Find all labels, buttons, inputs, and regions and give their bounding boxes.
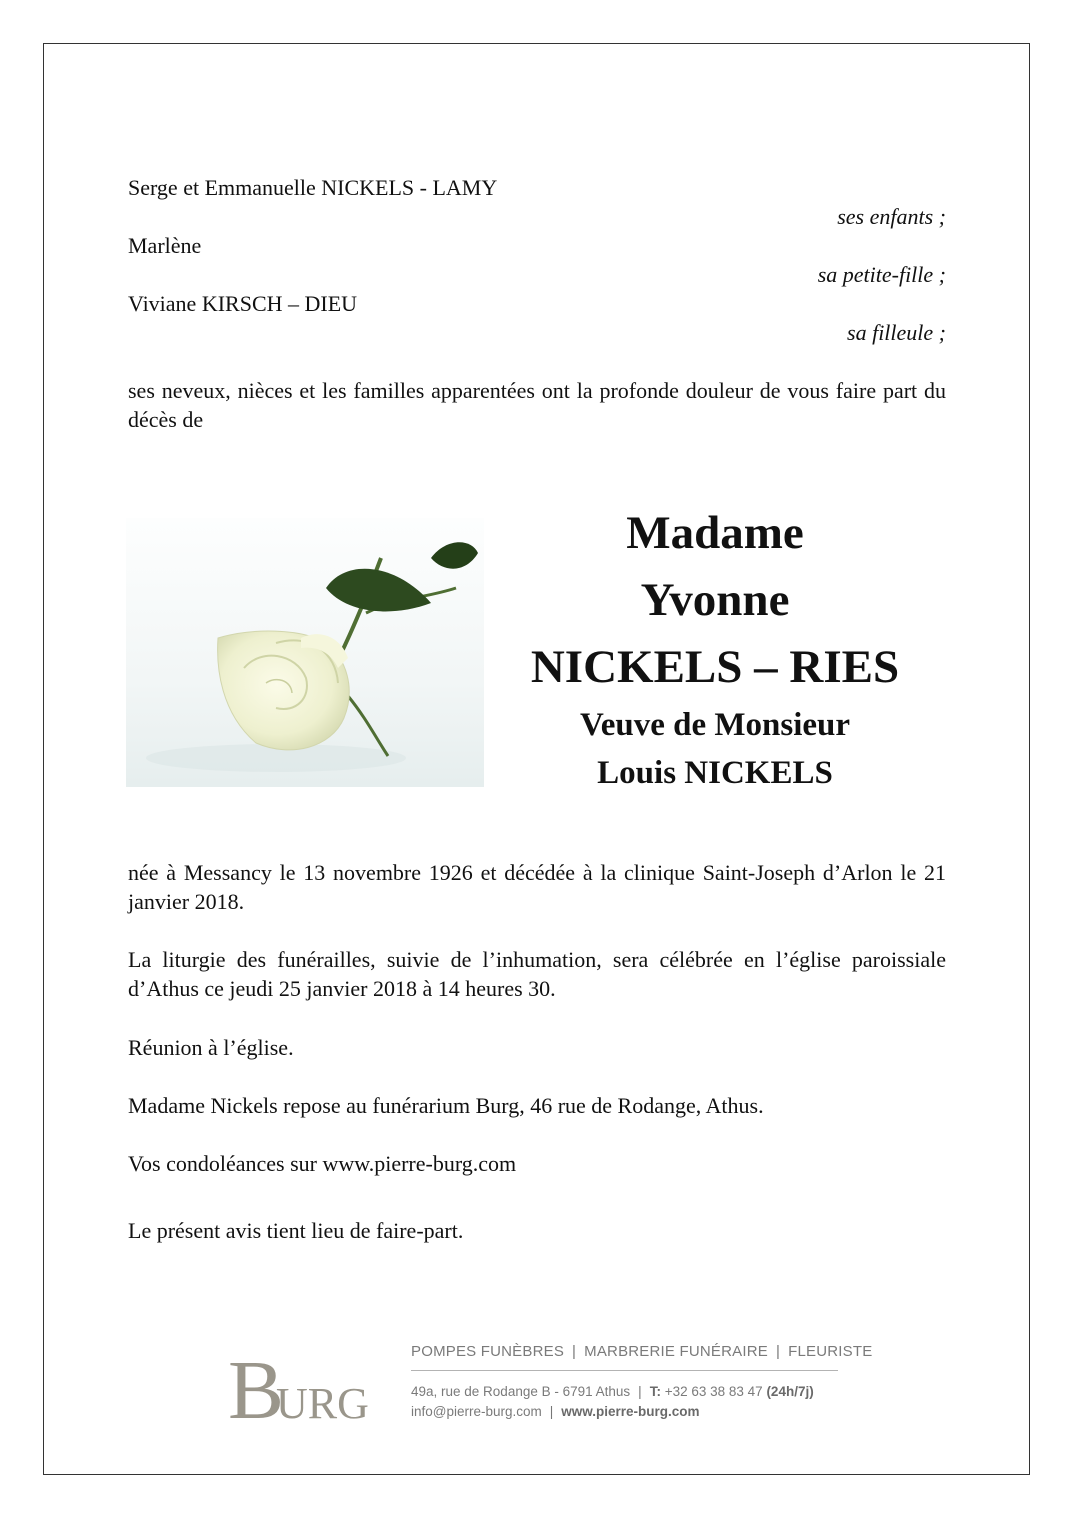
- footer-phone-label: T:: [649, 1384, 661, 1399]
- white-rose-image: [126, 518, 484, 787]
- deceased-name-block: [500, 500, 930, 797]
- granddaughter-name: Marlène: [128, 233, 202, 258]
- meeting-paragraph: Réunion à l’église.: [128, 1035, 294, 1060]
- logo-letter-b: B: [228, 1344, 285, 1424]
- burg-logo: [228, 1344, 378, 1424]
- footer-phone: +32 63 38 83 47: [664, 1384, 763, 1399]
- logo-letters-urg: URG: [276, 1379, 369, 1424]
- footer-divider: [411, 1370, 838, 1371]
- children-role: ses enfants ;: [837, 204, 946, 229]
- deceased-title: Madame: [626, 507, 804, 559]
- service-florist: FLEURISTE: [788, 1343, 873, 1360]
- deceased-first-name: Yvonne: [640, 574, 790, 626]
- service-marble: MARBRERIE FUNÉRAIRE: [584, 1343, 768, 1360]
- goddaughter-role: sa filleule ;: [847, 320, 946, 345]
- footer-phone-hours: (24h/7j): [766, 1384, 814, 1399]
- liturgy-paragraph: La liturgie des funérailles, suivie de l’inhumation, sera célébrée en l’église paroissiale d’Athus ce jeudi 25 janvier 2018 à 14 heures 30.: [128, 947, 946, 1001]
- footer-contact-line: info@pierre-burg.com | www.pierre-burg.com: [411, 1404, 700, 1419]
- footer-email[interactable]: info@pierre-burg.com: [411, 1404, 542, 1419]
- birth-death-paragraph: née à Messancy le 13 novembre 1926 et décédée à la clinique Saint-Joseph d’Arlon le 21 janvier 2018.: [128, 860, 946, 914]
- footer-services: POMPES FUNÈBRES | MARBRERIE FUNÉRAIRE | FLEURISTE: [411, 1343, 873, 1360]
- footer-address: 49a, rue de Rodange B - 6791 Athus: [411, 1384, 631, 1399]
- service-funeral: POMPES FUNÈBRES: [411, 1343, 565, 1360]
- condolences-paragraph: Vos condoléances sur www.pierre-burg.com: [128, 1151, 517, 1176]
- husband-name: Louis NICKELS: [597, 755, 833, 791]
- granddaughter-role: sa petite-fille ;: [817, 262, 946, 287]
- repose-paragraph: Madame Nickels repose au funérarium Burg, 46 rue de Rodange, Athus.: [128, 1093, 764, 1118]
- intro-paragraph: ses neveux, nièces et les familles apparentées ont la profonde douleur de vous faire part du décès de: [128, 378, 946, 432]
- footer-website[interactable]: www.pierre-burg.com: [561, 1404, 700, 1419]
- deceased-surname: NICKELS – RIES: [530, 641, 900, 693]
- footer-address-line: 49a, rue de Rodange B - 6791 Athus | T: +32 63 38 83 47 (24h/7j): [411, 1384, 814, 1399]
- notice-paragraph: Le présent avis tient lieu de faire-part.: [128, 1218, 464, 1243]
- children-names: Serge et Emmanuelle NICKELS - LAMY: [128, 175, 498, 200]
- goddaughter-name: Viviane KIRSCH – DIEU: [128, 291, 358, 316]
- widow-line: Veuve de Monsieur: [579, 707, 851, 743]
